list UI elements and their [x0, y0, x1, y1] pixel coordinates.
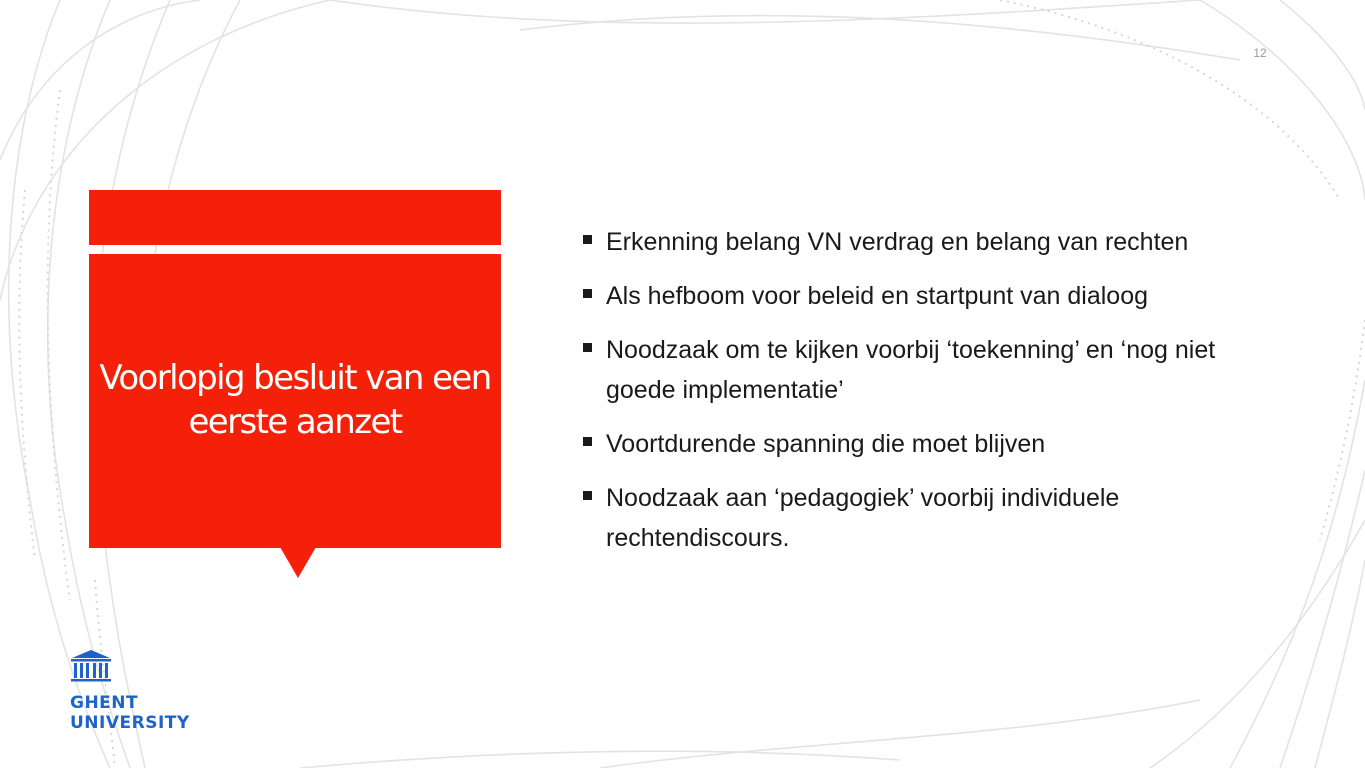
square-bullet-icon [583, 491, 592, 500]
title-box-pointer [280, 547, 316, 578]
slide-title: Voorlopig besluit van een eerste aanzet [99, 358, 491, 442]
university-building-icon [70, 650, 112, 684]
title-accent-bar [89, 190, 501, 245]
square-bullet-icon [583, 235, 592, 244]
square-bullet-icon [583, 289, 592, 298]
ghent-university-logo [70, 650, 190, 740]
bullet-list [578, 222, 1278, 572]
bullet-item [578, 222, 1278, 262]
bullet-item [578, 330, 1256, 410]
bullet-item [578, 424, 1278, 464]
bullet-text: Erkenning belang VN verdrag en belang van rechten [606, 228, 1189, 256]
square-bullet-icon [583, 343, 592, 352]
bullet-text: Als hefboom voor beleid en startpunt van dialoog [606, 282, 1149, 310]
bullet-item [578, 478, 1206, 558]
bullet-text: Noodzaak om te kijken voorbij ‘toekenning’ en ‘nog niet goede implementatie’ [606, 336, 1216, 404]
logo-line-1: GHENT [70, 693, 139, 713]
logo-text [70, 693, 190, 733]
logo-line-2: UNIVERSITY [70, 713, 190, 733]
bullet-text: Noodzaak aan ‘pedagogiek’ voorbij individuele rechtendiscours. [606, 484, 1120, 552]
bullet-text: Voortdurende spanning die moet blijven [606, 430, 1046, 458]
page-number: 12 [1253, 46, 1267, 60]
bullet-item [578, 276, 1278, 316]
square-bullet-icon [583, 437, 592, 446]
